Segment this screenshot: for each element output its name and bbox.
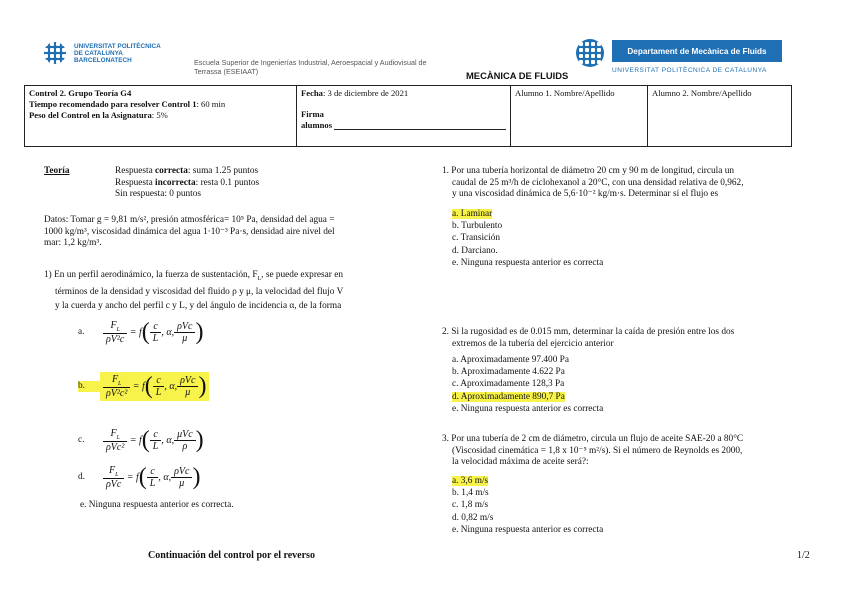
formula-arg-1: $\frac{c}{L}$: [150, 429, 162, 452]
option-c-formula[interactable]: [78, 426, 207, 455]
formula-arg-1: $\frac{c}{L}$: [150, 321, 162, 344]
q1-option-e[interactable]: e. Ninguna respuesta anterior es correcta: [452, 257, 604, 268]
time-label: Tiempo recomendado para resolver Control 1: [29, 98, 197, 109]
time-value: : 60 min: [196, 98, 226, 109]
theory-label: Teoría: [44, 166, 70, 176]
data-paragraph: Datos: Tomar g = 9,81 m/s², presión atmosférica= 10⁵ Pa, densidad del agua = 1000 kg/m³, viscosidad dinámica del agua 1·10⁻³ Pa·s, densidad aire nivel del mar: 1,2 kg/m³.: [44, 215, 335, 249]
dept-logo-icon: [576, 39, 604, 67]
formula-arg-1: $\frac{c}{L}$: [147, 466, 159, 489]
q3-option-c[interactable]: c. 1,8 m/s: [452, 500, 489, 511]
option-letter: d.: [78, 471, 85, 482]
option-a-formula[interactable]: [78, 318, 206, 347]
q1-option-d[interactable]: d. Darciano.: [452, 245, 498, 256]
question-1-right-options: [452, 208, 603, 269]
q1-option-b[interactable]: b. Turbulento: [452, 221, 503, 232]
student1-cell[interactable]: [511, 86, 648, 147]
question-1-right: 1. Por una tubería horizontal de diámetro 20 cm y 90 m de longitud, circula un caudal de 25 m³/h de ciclohexanol a 20°C, con una densidad relativa de 0,962, y una viscosidad dinámica de 5,6·10⁻² kg/m·s. Determinar si el flujo es: [442, 166, 744, 200]
date-signature-cell: [297, 86, 511, 147]
formula-arg-2: $\frac{\text{ρVc}}{\mu}$: [177, 375, 198, 398]
formula-box: $\frac{F_L}{\text{ρV²c²}}$ = f ( $\frac{c}{L}$ , α, $\frac{\text{ρVc}}{\mu}$ ): [100, 372, 209, 401]
option-letter: c.: [78, 434, 85, 445]
dept-subtitle: UNIVERSITAT POLITÈCNICA DE CATALUNYA: [612, 67, 767, 74]
option-letter: b.: [78, 381, 100, 393]
formula-arg-1: $\frac{c}{L}$: [153, 375, 165, 398]
q1-option-a[interactable]: a. Laminar: [452, 209, 493, 219]
course-title: MECÀNICA DE FLUIDS: [466, 70, 569, 81]
question-2-options: [452, 354, 603, 415]
q2-option-c[interactable]: c. Aproximadamente 128,3 Pa: [452, 379, 565, 390]
weight-label: Peso del Control en la Asignatura: [29, 109, 152, 120]
upc-logo-text: UNIVERSITAT POLITÈCNICA DE CATALUNYA BARCELONATECH: [74, 43, 161, 65]
option-b-formula[interactable]: [78, 372, 209, 401]
page-number: 1/2: [797, 550, 810, 561]
q3-option-d[interactable]: d. 0,82 m/s: [452, 512, 494, 523]
weight-value: : 5%: [151, 109, 168, 120]
formula-lhs: $\frac{F_L}{\text{ρVc}}$: [103, 465, 124, 490]
date-value: : 3 de diciembre de 2021: [322, 88, 409, 98]
formula-lhs: $\frac{F_L}{\text{ρVc²}}$: [103, 428, 127, 453]
control-label: Control 2. Grupo Teoría G4: [29, 88, 132, 98]
question-3: 3. Por una tubería de 2 cm de diámetro, circula un flujo de aceite SAE-20 a 80°C (Viscosidad cinemática = 1,8 x 10⁻⁵ m²/s). Si el número de Reynolds es 2000, la velocidad máxima de aceite será?:: [442, 434, 744, 468]
q3-option-e[interactable]: e. Ninguna respuesta anterior es correcta: [452, 524, 604, 535]
option-d-formula[interactable]: [78, 463, 203, 492]
signature-line[interactable]: [334, 120, 506, 130]
q2-option-d[interactable]: d. Aproximadamente 890,7 Pa: [452, 391, 565, 402]
student2-cell[interactable]: [648, 86, 792, 147]
scoring-rules: Respuesta correcta: suma 1.25 puntos Respuesta incorrecta: resta 0.1 puntos Sin respuesta: 0 puntos: [115, 166, 260, 200]
date-label: Fecha: [301, 88, 323, 98]
question-1-left: 1) En un perfil aerodinámico, la fuerza de sustentación, $F_L$, se puede expresar en términos de la densidad y viscosidad del fluido ρ y μ, la velocidad del flujo V y la cuerda y ancho del perfil c y L, y del ángulo de incidencia α, de la forma: [44, 270, 344, 311]
formula-box: $\frac{F_L}{\text{ρV²c}}$ = f ( $\frac{c}{L}$ , α, $\frac{\text{ρVc}}{\mu}$ ): [100, 318, 206, 347]
q3-option-a[interactable]: a. 3,6 m/s: [452, 476, 489, 486]
student2-header: Alumno 2. Nombre/Apellido: [652, 88, 752, 98]
q2-option-b[interactable]: b. Aproximadamente 4.622 Pa: [452, 367, 565, 378]
formula-arg-2: $\frac{\text{μVc}}{\rho}$: [174, 429, 196, 452]
q3-option-b[interactable]: b. 1,4 m/s: [452, 488, 489, 499]
formula-box: $\frac{F_L}{\text{ρVc²}}$ = f ( $\frac{c}{L}$ , α, $\frac{\text{μVc}}{\rho}$ ): [100, 426, 207, 455]
dept-badge: Departament de Mecànica de Fluids: [612, 40, 782, 62]
continuation-note: Continuación del control por el reverso: [148, 550, 315, 561]
school-name: Escuela Superior de Ingenierías Industrial, Aeroespacial y Audiovisual de Terrassa (ESEIAAT): [194, 58, 427, 76]
student1-header: Alumno 1. Nombre/Apellido: [515, 88, 615, 98]
option-letter: a.: [78, 326, 85, 337]
upc-logo-icon: [44, 42, 66, 64]
q1-option-c[interactable]: c. Transición: [452, 233, 501, 244]
signature-label: Firma: [301, 108, 324, 119]
info-table: [24, 85, 792, 147]
q2-option-a[interactable]: a. Aproximadamente 97.400 Pa: [452, 355, 569, 365]
formula-box: $\frac{F_L}{\text{ρVc}}$ = f ( $\frac{c}{L}$ , α, $\frac{\text{ρVc}}{\mu}$ ): [100, 463, 203, 492]
formula-arg-2: $\frac{\text{ρVc}}{\mu}$: [174, 321, 195, 344]
question-3-options: [452, 475, 603, 536]
option-e-left[interactable]: e. Ninguna respuesta anterior es correcta.: [80, 500, 234, 510]
q2-option-e[interactable]: e. Ninguna respuesta anterior es correcta: [452, 403, 604, 414]
signature-label-2: alumnos: [301, 119, 333, 130]
question-2: 2. Si la rugosidad es de 0.015 mm, determinar la caída de presión entre los dos extremos de la tubería del ejercicio anterior: [442, 327, 735, 349]
formula-arg-2: $\frac{\text{ρVc}}{\mu}$: [171, 466, 192, 489]
formula-lhs: $\frac{F_L}{\text{ρV²c}}$: [103, 320, 127, 345]
formula-lhs: $\frac{F_L}{\text{ρV²c²}}$: [103, 374, 130, 399]
control-info-cell: [25, 86, 297, 147]
